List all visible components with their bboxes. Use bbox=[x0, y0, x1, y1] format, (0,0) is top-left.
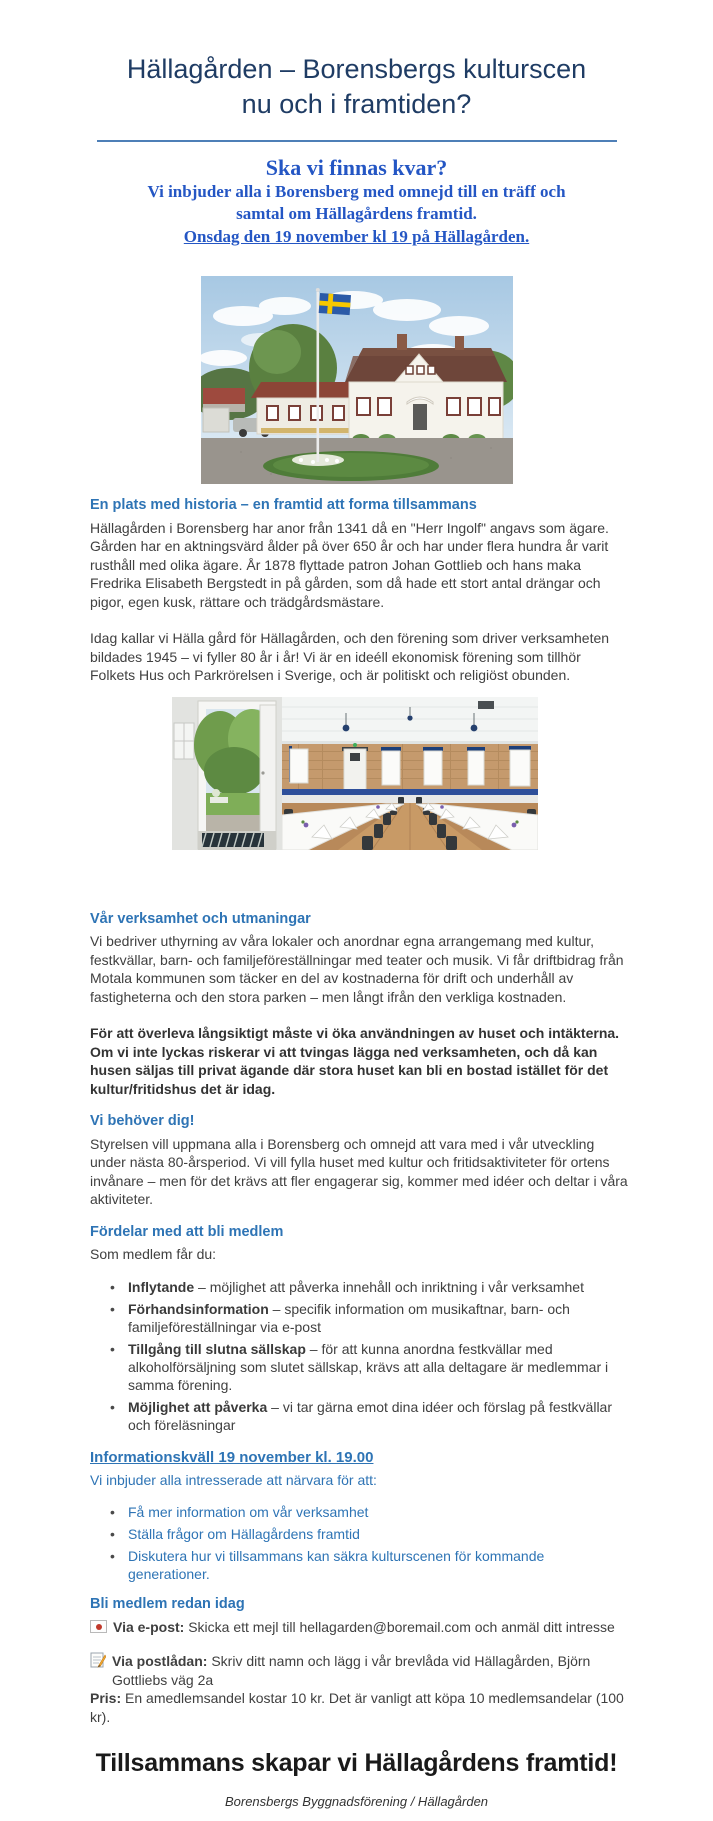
interior-photos bbox=[172, 697, 713, 850]
closing-statement: Tillsammans skapar vi Hällagårdens framtid! bbox=[95, 1749, 618, 1777]
activity-paragraph: Vi bedriver uthyrning av våra lokaler och anordnar egna arrangemang med kultur, festkvällar, barn- och familjeföreställningar med teater och musik. Vi får driftbidrag från Motala kommunen som täcker en del av kostnaderna för drift och underhåll av fastigheterna och den stora parken – men långt ifrån den verkliga kostnaden. bbox=[90, 933, 624, 1005]
flagpole bbox=[316, 292, 319, 462]
main-title-line1: Hällagården – Borensbergs kulturscen bbox=[126, 54, 587, 84]
doormat bbox=[202, 833, 264, 847]
open-door bbox=[260, 705, 276, 837]
main-building bbox=[345, 334, 507, 446]
history-paragraph-1: Hällagården i Borensberg har anor från 1341 då en "Herr Ingolf" angavs som ägare. Gården har en aktningsvärd ålder på över 650 år och har under flera hundra år varit rusthåll med olika ägare. År 1878 flyttade patron Johan Gottlieb och hans maka Fredrika Elisabeth Bergstedt in på gården, som då hade ett stort antal drängar och pigor, egen kusk, rättare och trädgårdsmästare. bbox=[90, 519, 609, 610]
main-title bbox=[97, 52, 617, 142]
email-image-icon bbox=[90, 1620, 107, 1633]
invite-headline: Ska vi finnas kvar? bbox=[265, 155, 448, 180]
main-title-line2: nu och i framtiden? bbox=[241, 89, 472, 119]
history-heading: En plats med historia – en framtid att forma tillsammans bbox=[90, 497, 477, 513]
mailbox-contact-line: Via postlådan: Skriv ditt namn och lägg i vår brevlåda vid Hällagården, Björn Gottliebs väg 2a bbox=[90, 1652, 628, 1689]
join-heading: Bli medlem redan idag bbox=[90, 1596, 245, 1612]
doorway-photo bbox=[172, 697, 282, 850]
benefit-item-slutna-sallskap: • Tillgång till slutna sällskap – för att kunna anordna festkvällar med alkoholförsäljning som slutet sällskap, krävs att alla deltagare är medlemmar i samma förening. bbox=[90, 1340, 628, 1394]
small-hut bbox=[203, 408, 229, 432]
benefits-list bbox=[90, 1278, 628, 1434]
projector bbox=[478, 701, 494, 709]
need-you-heading: Vi behöver dig! bbox=[90, 1113, 195, 1129]
activity-heading: Vår verksamhet och utmaningar bbox=[90, 910, 311, 927]
activity-warning-paragraph: För att överleva långsiktigt måste vi öka användningen av huset och intäkterna. Om vi inte lyckas riskerar vi att tvingas lägga ned verksamheten, och då kan husen säljas till privat ägande där stora huset kan bli en bostad istället för det kultur/fritidshus det är idag. bbox=[90, 1025, 620, 1097]
info-item-diskutera: • Diskutera hur vi tillsammans kan säkra kulturscenen för kommande generationer. bbox=[90, 1547, 628, 1583]
invite-block bbox=[0, 154, 713, 248]
banquet-hall-photo bbox=[282, 697, 538, 850]
exterior-photo bbox=[201, 276, 513, 484]
benefit-item-paverka: • Möjlighet att påverka – vi tar gärna emot dina idéer och förslag på festkvällar och föreläsningar bbox=[90, 1398, 628, 1434]
benefit-item-inflytande: • Inflytande – möjlighet att påverka innehåll och inriktning i vår verksamhet bbox=[90, 1278, 628, 1296]
memo-pencil-icon bbox=[90, 1652, 106, 1673]
info-evening-heading: Informationskväll 19 november kl. 19.00 bbox=[90, 1448, 374, 1466]
info-evening-list bbox=[90, 1503, 628, 1583]
blue-wainscot bbox=[282, 789, 538, 795]
need-you-paragraph: Styrelsen vill uppmana alla i Borensberg och omnejd att vara med i vår utveckling under nästa 80-årsperiod. Vi vill fylla huset med kultur och fritidsaktiviteter för ortens invånare – men för det krävs att fler engagerar sig, kommer med idéer och deltar i våra aktiviteter. bbox=[90, 1135, 628, 1207]
back-wall bbox=[282, 744, 538, 789]
benefits-heading: Fördelar med att bli medlem bbox=[90, 1223, 284, 1240]
footer-signature: Borensbergs Byggnadsförening / Hällagården bbox=[224, 1794, 489, 1809]
price-line: Pris: En amedlemsandel kostar 10 kr. Det är vanligt att köpa 10 medlemsandelar (100 kr). bbox=[90, 1690, 624, 1725]
info-evening-intro: Vi inbjuder alla intresserade att närvara för att: bbox=[90, 1471, 377, 1488]
invite-line-2: samtal om Hällagårdens framtid. bbox=[236, 204, 477, 223]
exterior-photo-illustration bbox=[201, 276, 513, 484]
left-wing bbox=[251, 382, 361, 434]
benefits-intro: Som medlem får du: bbox=[90, 1246, 217, 1262]
sweden-flag bbox=[318, 293, 350, 315]
info-item-information: • Få mer information om vår verksamhet bbox=[90, 1503, 628, 1521]
document-page bbox=[0, 52, 713, 1821]
distant-buildings bbox=[203, 388, 245, 404]
side-window bbox=[174, 723, 194, 759]
history-paragraph-2: Idag kallar vi Hälla gård för Hällagården, och den förening som driver verksamheten bildades 1945 – vi fyller 80 år i år! Vi är en ideéll ekonomisk förening som tillhör Folkets Hus och Parkrörelsen i Sverige, och är politiskt och religiöst obunden. bbox=[90, 630, 610, 683]
event-date-line: Onsdag den 19 november kl 19 på Hällagården. bbox=[183, 227, 530, 246]
email-contact-line: Via e-post: Skicka ett mejl till hellagarden@boremail.com och anmäl ditt intresse bbox=[90, 1618, 628, 1637]
info-item-fragor: • Ställa frågor om Hällagårdens framtid bbox=[90, 1525, 628, 1543]
invite-line-1: Vi inbjuder alla i Borensberg med omnejd till en träff och bbox=[147, 182, 566, 201]
benefit-item-forhandsinformation: • Förhandsinformation – specifik information om musikaftnar, barn- och familjeföreställningar via e-post bbox=[90, 1300, 628, 1336]
